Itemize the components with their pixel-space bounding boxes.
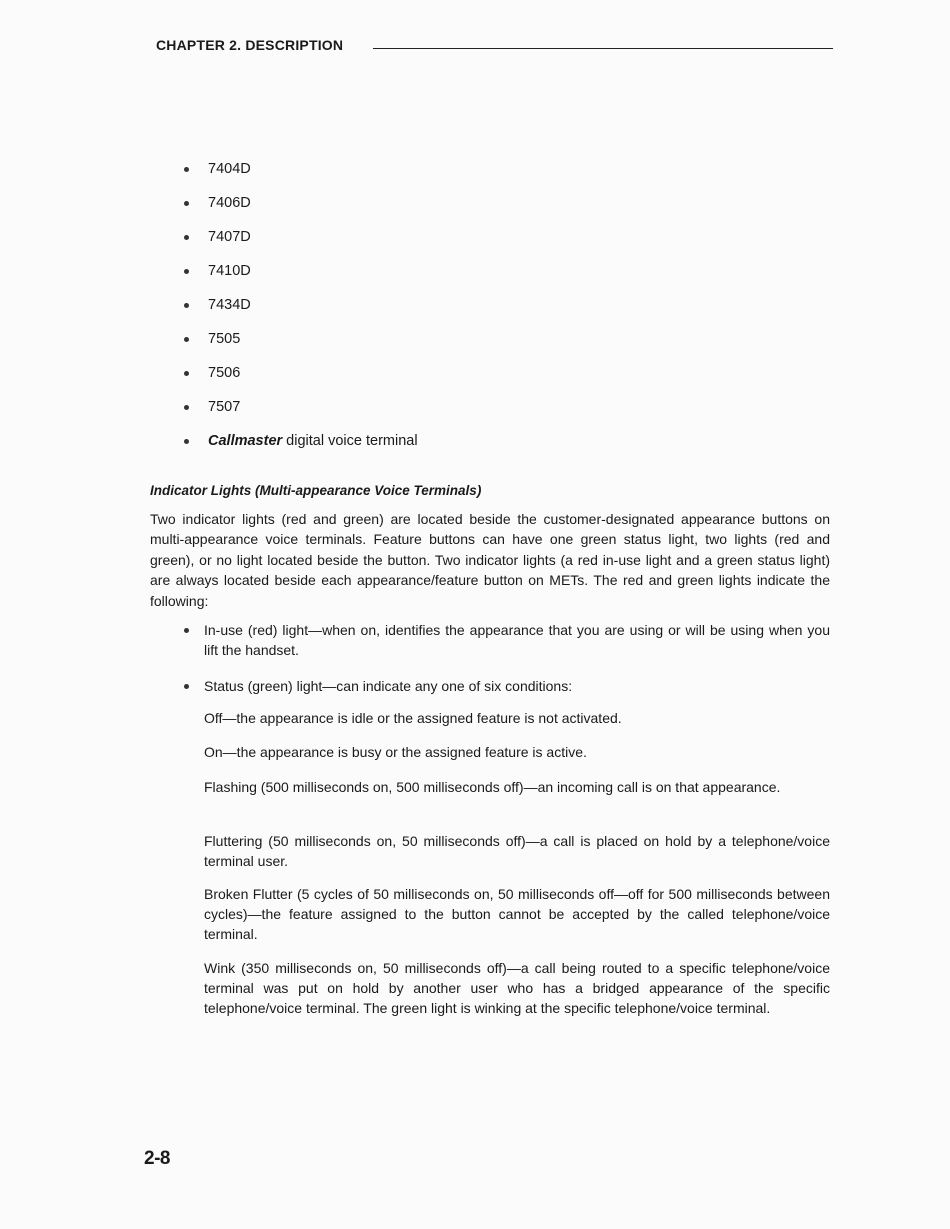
condition-broken-flutter: Broken Flutter (5 cycles of 50 milliseconds on, 50 milliseconds off—off for 500 milliseconds between cycles)—the feature assigned to the button cannot be accepted by the called telephone/voice terminal. xyxy=(204,886,830,942)
bullet-icon xyxy=(184,439,189,444)
model-label: 7407D xyxy=(208,229,251,245)
in-use-light-text: In-use (red) light—when on, identifies the appearance that you are using or will be using when you lift the handset. xyxy=(204,622,830,658)
model-label: 7505 xyxy=(208,331,241,347)
model-label: 7410D xyxy=(208,263,251,279)
bullet-icon xyxy=(184,235,189,240)
condition-on: On—the appearance is busy or the assigned feature is active. xyxy=(204,744,587,760)
model-label xyxy=(208,432,418,450)
model-label: 7434D xyxy=(208,297,251,313)
list-item xyxy=(184,620,830,676)
header-rule xyxy=(373,48,833,49)
page-number: 2-8 xyxy=(144,1148,170,1169)
model-suffix: digital voice terminal xyxy=(282,433,418,449)
bullet-icon xyxy=(184,371,189,376)
bullet-icon xyxy=(184,337,189,342)
condition-wink: Wink (350 milliseconds on, 50 milliseconds off)—a call being routed to a specific telephone/voice terminal was put on hold by another user who has a bridged appearance of the specific telephone/voice terminal. The green light is winking at the specific telephone/voice terminal. xyxy=(204,960,830,1016)
model-label: 7506 xyxy=(208,365,241,381)
bullet-icon xyxy=(184,167,189,172)
bullet-icon xyxy=(184,405,189,410)
status-light-text: Status (green) light—can indicate any one of six conditions: xyxy=(204,678,573,694)
condition-off: Off—the appearance is idle or the assigned feature is not activated. xyxy=(204,710,622,726)
bullet-icon xyxy=(184,628,189,633)
condition-fluttering: Fluttering (50 milliseconds on, 50 milliseconds off)—a call is placed on hold by a telephone/voice terminal user. xyxy=(204,833,830,869)
chapter-header: CHAPTER 2. DESCRIPTION xyxy=(156,37,344,53)
model-label: 7404D xyxy=(208,161,251,177)
model-label: 7406D xyxy=(208,195,251,211)
bullet-icon xyxy=(184,684,189,689)
bullet-icon xyxy=(184,269,189,274)
section-heading: Indicator Lights (Multi-appearance Voice Terminals) xyxy=(150,483,482,498)
section-paragraph: Two indicator lights (red and green) are located beside the customer-designated appearance buttons on multi-appearance voice terminals. Feature buttons can have one green status light, two lights (red and green), or no light located beside the button. Two indicator lights (a red in-use light and a green status light) are always located beside each appearance/feature button on METs. The red and green lights indicate the following: xyxy=(150,511,830,609)
bullet-icon xyxy=(184,201,189,206)
condition-flashing: Flashing (500 milliseconds on, 500 milliseconds off)—an incoming call is on that appearance. xyxy=(204,779,781,795)
callmaster-emphasis: Callmaster xyxy=(208,433,283,449)
bullet-icon xyxy=(184,303,189,308)
indicator-light-list xyxy=(184,620,830,696)
list-item xyxy=(184,676,830,696)
model-label: 7507 xyxy=(208,399,241,415)
